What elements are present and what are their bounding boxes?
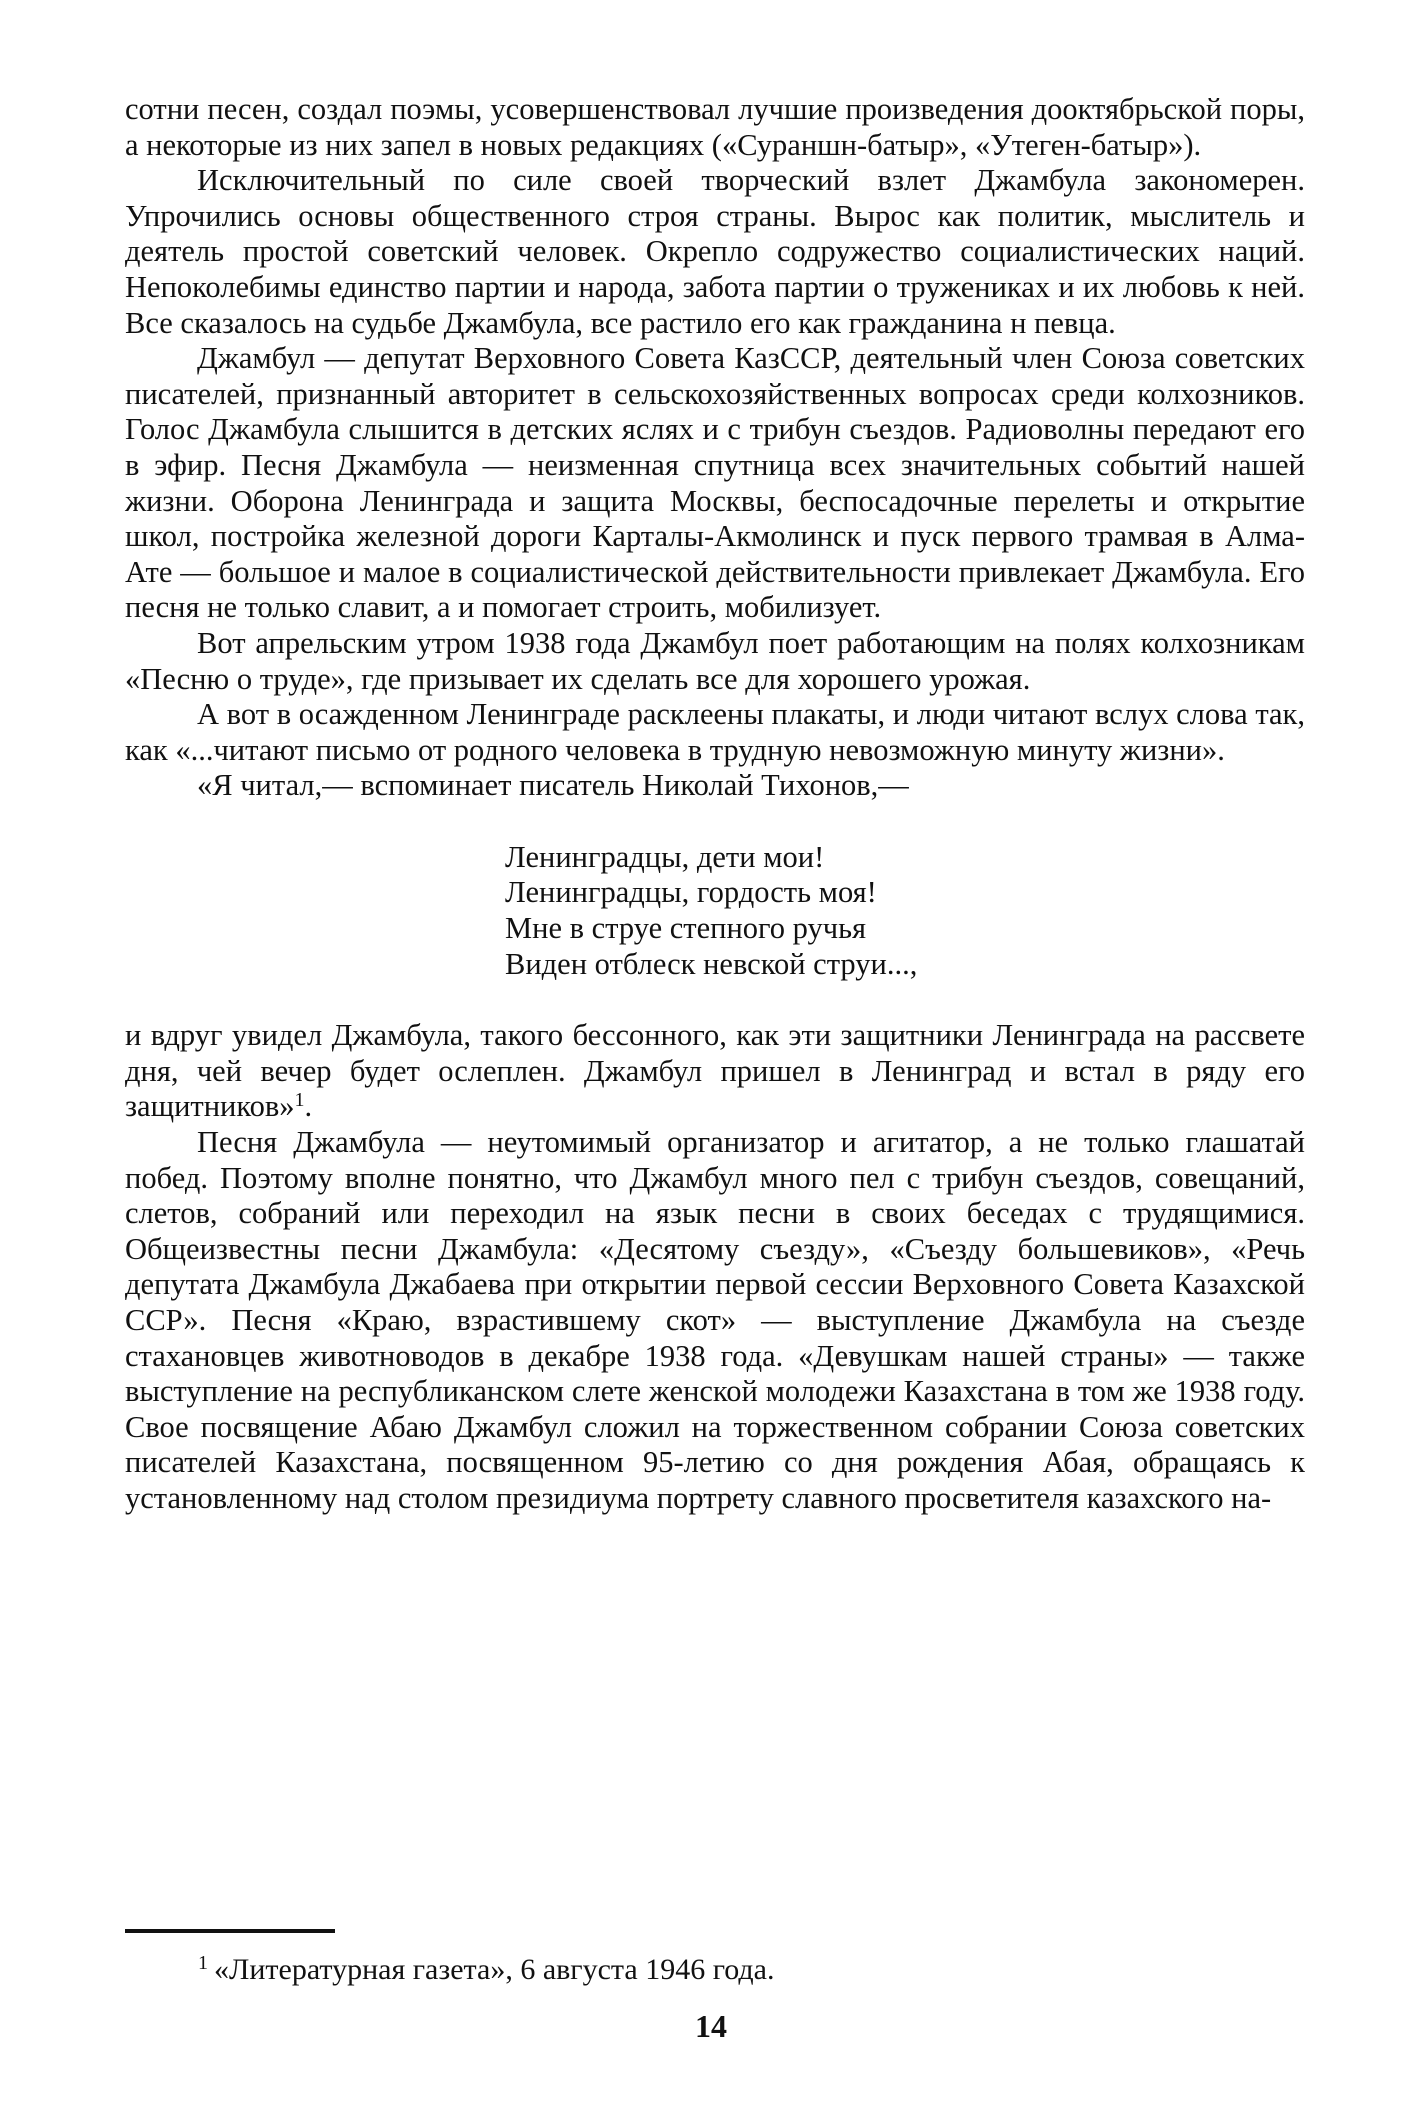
page-body	[125, 92, 1305, 1517]
paragraph-after-verse-text: и вдруг увидел Джамбула, такого бессонного, как эти защитники Ленинграда на рассвете дня, чей вечер будет ослеплен. Джамбул пришел в Ленинград и встал в ряду его защитников»	[125, 1018, 1305, 1124]
paragraph-6: «Я читал,— вспоминает писатель Николай Тихонов,—	[197, 768, 909, 803]
paragraph-2: Исключительный по силе своей творческий взлет Джамбула закономерен. Упрочились основы общественного строя страны. Вырос как политик, мыслитель и деятель простой советский человек. Окрепло содружество социалистических наций. Непоколебимы единство партии и народа, забота партии о тружениках и их любовь к ней. Все сказалось на судьбе Джамбула, все растило его как гражданина н певца.	[125, 163, 1305, 340]
footnote	[198, 1945, 775, 1988]
verse-line: Мне в струе степного ручья	[505, 911, 867, 946]
verse-quote	[505, 840, 1305, 982]
footnote-divider	[125, 1929, 335, 1933]
paragraph-3: Джамбул — депутат Верховного Совета КазССР, деятельный член Союза советских писателей, признанный авторитет в сельскохозяйственных вопросах среди колхозников. Голос Джамбула слышится в детских яслях и с трибун съездов. Радиоволны передают его в эфир. Песня Джамбула — неизменная спутница всех значительных событий нашей жизни. Оборона Ленинграда и защита Москвы, беспосадочные перелеты и открытие школ, постройка железной дороги Карталы-Акмолинск и пуск первого трамвая в Алма-Ате — большое и малое в социалистической действительности привлекает Джамбула. Его песня не только славит, а и помогает строить, мобилизует.	[125, 341, 1305, 625]
paragraph-after-verse-end: .	[304, 1089, 313, 1124]
footnote-text: «Литературная газета», 6 августа 1946 года.	[214, 1953, 775, 1986]
verse-line: Ленинградцы, дети мои!	[505, 839, 825, 874]
verse-line: Виден отблеск невской струи...,	[505, 946, 918, 981]
footnote-reference: 1	[294, 1089, 305, 1112]
page-number: 14	[695, 2008, 727, 2044]
paragraph-after-verse	[125, 1018, 1305, 1125]
footnote-mark: 1	[198, 1952, 208, 1974]
verse-line: Ленинградцы, гордость моя!	[505, 875, 877, 910]
paragraph-5: А вот в осажденном Ленинграде расклеены плакаты, и люди читают вслух слова так, как «...читают письмо от родного человека в трудную невозможную минуту жизни».	[125, 697, 1305, 767]
paragraph-1: сотни песен, создал поэмы, усовершенствовал лучшие произведения доoктябрьской поры, а некоторые из них запел в новых редакциях («Сураншн-батыр», «Утеген-батыр»).	[125, 92, 1305, 162]
paragraph-last: Песня Джамбула — неутомимый организатор и агитатор, а не только глашатай побед. Поэтому вполне понятно, что Джамбул много пел с трибун съездов, совещаний, слетов, собраний или переходил на язык песни в своих беседах с трудящимися. Общеизвестны песни Джамбула: «Десятому съезду», «Съезду большевиков», «Речь депутата Джамбула Джабаева при открытии первой сессии Верховного Совета Казахской ССР». Песня «Краю, взрастившему скот» — выступление Джамбула на съезде стахановцев животноводов в декабре 1938 года. «Девушкам нашей страны» — также выступление на республиканском слете женской молодежи Казахстана в том же 1938 году. Свое посвящение Абаю Джамбул сложил на торжественном собрании Союза советских писателей Казахстана, посвященном 95-летию со дня рождения Абая, обращаясь к установленному над столом президиума портрету славного просветителя казахского на-	[125, 1125, 1305, 1515]
paragraph-4: Вот апрельским утром 1938 года Джамбул поет работающим на полях колхозникам «Песню о труде», где призывает их сделать все для хорошего урожая.	[125, 625, 1305, 696]
